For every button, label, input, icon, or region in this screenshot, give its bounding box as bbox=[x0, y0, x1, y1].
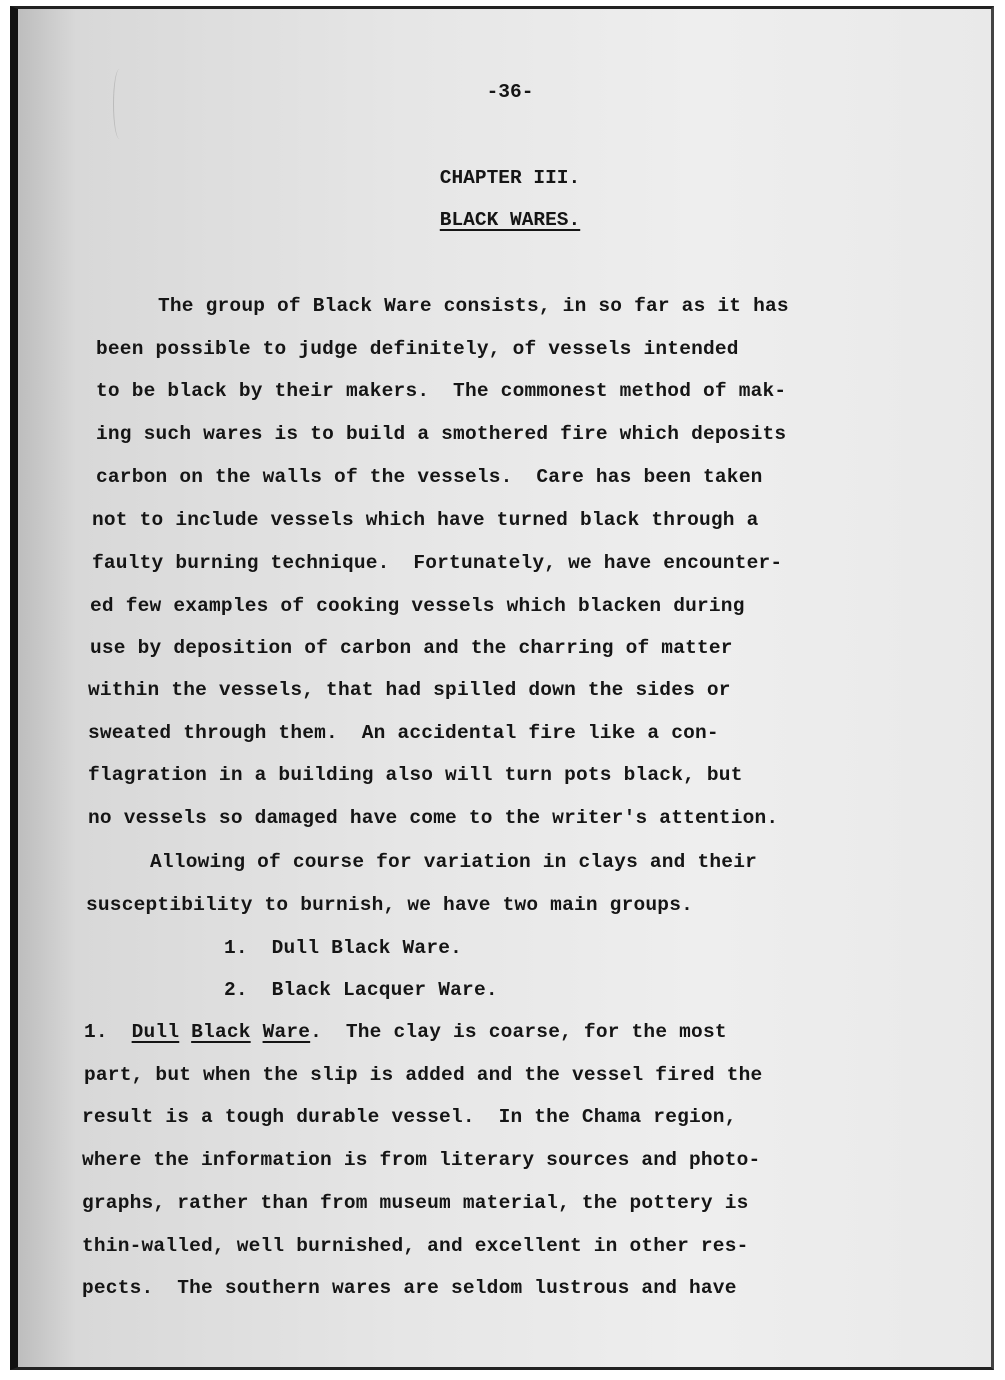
paragraph-intro-line: flagration in a building also will turn pots black, but bbox=[88, 764, 743, 786]
paragraph-groups-line: Allowing of course for variation in clays and their bbox=[150, 851, 757, 873]
paragraph-intro-line: sweated through them. An accidental fire like a con- bbox=[88, 722, 719, 744]
section-body-line: graphs, rather than from museum material, the pottery is bbox=[82, 1192, 749, 1214]
chapter-title-text: BLACK WARES. bbox=[439, 209, 581, 231]
section-heading-word-1: Dull bbox=[131, 1021, 180, 1043]
section-heading-line bbox=[84, 1021, 727, 1043]
paragraph-intro-line: been possible to judge definitely, of vessels intended bbox=[96, 338, 739, 360]
section-number: 1. bbox=[84, 1021, 108, 1043]
chapter-title bbox=[18, 209, 994, 231]
paragraph-intro-line: within the vessels, that had spilled down the sides or bbox=[88, 679, 731, 701]
section-body-line: pects. The southern wares are seldom lustrous and have bbox=[82, 1277, 737, 1299]
paragraph-intro-line: faulty burning technique. Fortunately, we have encounter- bbox=[92, 552, 783, 574]
paragraph-intro-line: no vessels so damaged have come to the writer's attention. bbox=[88, 807, 779, 829]
section-heading-end: . bbox=[310, 1021, 323, 1043]
section-body-line: part, but when the slip is added and the vessel fired the bbox=[84, 1064, 763, 1086]
paragraph-intro-line: to be black by their makers. The commonest method of mak- bbox=[96, 380, 787, 402]
section-body-line: thin-walled, well burnished, and excellent in other res- bbox=[82, 1235, 749, 1257]
paragraph-intro-line: ed few examples of cooking vessels which blacken during bbox=[90, 595, 745, 617]
page-number: -36- bbox=[486, 81, 534, 103]
paragraph-groups-line: susceptibility to burnish, we have two main groups. bbox=[86, 894, 693, 916]
chapter-heading: CHAPTER III. bbox=[439, 167, 581, 189]
section-body-line: result is a tough durable vessel. In the Chama region, bbox=[82, 1106, 737, 1128]
section-heading-word-2: Black bbox=[191, 1021, 251, 1043]
group-list-item-line: 1. Dull Black Ware. bbox=[224, 937, 463, 959]
section-heading-word-3: Ware bbox=[262, 1021, 311, 1043]
paragraph-intro-line: use by deposition of carbon and the charring of matter bbox=[90, 637, 733, 659]
paragraph-intro-line: not to include vessels which have turned black through a bbox=[92, 509, 759, 531]
section-first-line-rest: The clay is coarse, for the most bbox=[322, 1021, 727, 1043]
pencil-mark bbox=[113, 69, 126, 139]
paragraph-intro-line: ing such wares is to build a smothered fire which deposits bbox=[96, 423, 787, 445]
paragraph-intro-line: carbon on the walls of the vessels. Care has been taken bbox=[96, 466, 763, 488]
group-list-item-line: 2. Black Lacquer Ware. bbox=[224, 979, 498, 1001]
document-page bbox=[10, 6, 994, 1370]
paragraph-intro-line: The group of Black Ware consists, in so far as it has bbox=[158, 295, 789, 317]
section-body-line: where the information is from literary sources and photo- bbox=[82, 1149, 761, 1171]
